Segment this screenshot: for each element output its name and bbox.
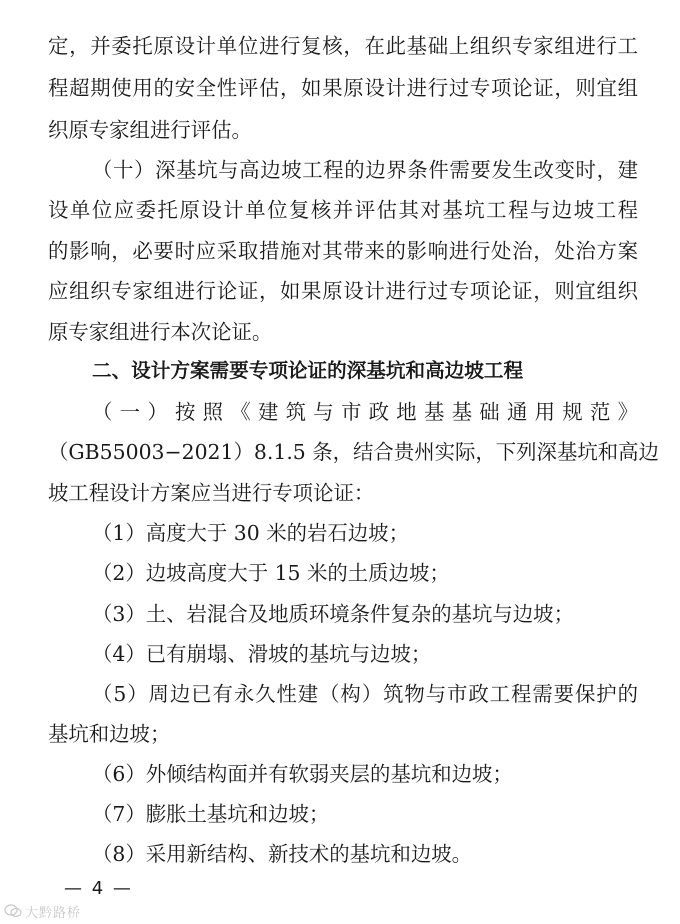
list-item: （5）周边已有永久性建（构）筑物与市政工程需要保护的 xyxy=(92,682,638,706)
list-item: （1）高度大于 30 米的岩石边坡； xyxy=(92,521,409,545)
list-item: （3）土、岩混合及地质环境条件复杂的基坑与边坡； xyxy=(92,602,574,626)
list-item: （4）已有崩塌、滑坡的基坑与边坡； xyxy=(92,642,432,666)
paragraph-ten-first-line: （十）深基坑与高边坡工程的边界条件需要发生改变时，建 xyxy=(92,158,638,182)
watermark-text: 大黔路桥 xyxy=(25,905,82,921)
body-text-line: （GB55003−2021）8.1.5 条，结合贵州实际，下列深基坑和高边 xyxy=(48,440,659,464)
body-text-line: 的影响，必要时应采取措施对其带来的影响进行处治，处治方案 xyxy=(48,239,638,263)
list-item-continuation: 基坑和边坡； xyxy=(48,722,171,746)
wechat-logo-icon xyxy=(4,904,22,918)
body-text-line: 原专家组进行本次论证。 xyxy=(48,320,273,344)
list-item: （6）外倾结构面并有软弱夹层的基坑和边坡； xyxy=(92,762,513,786)
body-text-line: 定，并委托原设计单位进行复核，在此基础上组织专家组进行工 xyxy=(48,34,638,58)
body-text-line: 织原专家组进行评估。 xyxy=(48,118,252,142)
body-text-line: 应组织专家组进行论证，如果原设计进行过专项论证，则宜组织 xyxy=(48,279,638,303)
section-heading: 二、设计方案需要专项论证的深基坑和高边坡工程 xyxy=(92,359,524,382)
body-text-line: 程超期使用的安全性评估，如果原设计进行过专项论证，则宜组 xyxy=(48,76,638,100)
body-text-line: 坡工程设计方案应当进行专项论证： xyxy=(48,481,375,505)
paragraph-one-first-line: （一）按照《建筑与市政地基基础通用规范》 xyxy=(92,400,638,424)
list-item: （8）采用新结构、新技术的基坑和边坡。 xyxy=(92,842,473,866)
watermark xyxy=(4,902,81,920)
list-item: （7）膨胀土基坑和边坡； xyxy=(92,802,330,826)
list-item: （2）边坡高度大于 15 米的土质边坡； xyxy=(92,561,450,585)
body-text-line: 设单位应委托原设计单位复核并评估其对基坑工程与边坡工程 xyxy=(48,198,638,222)
page-number: — 4 — xyxy=(64,878,133,899)
